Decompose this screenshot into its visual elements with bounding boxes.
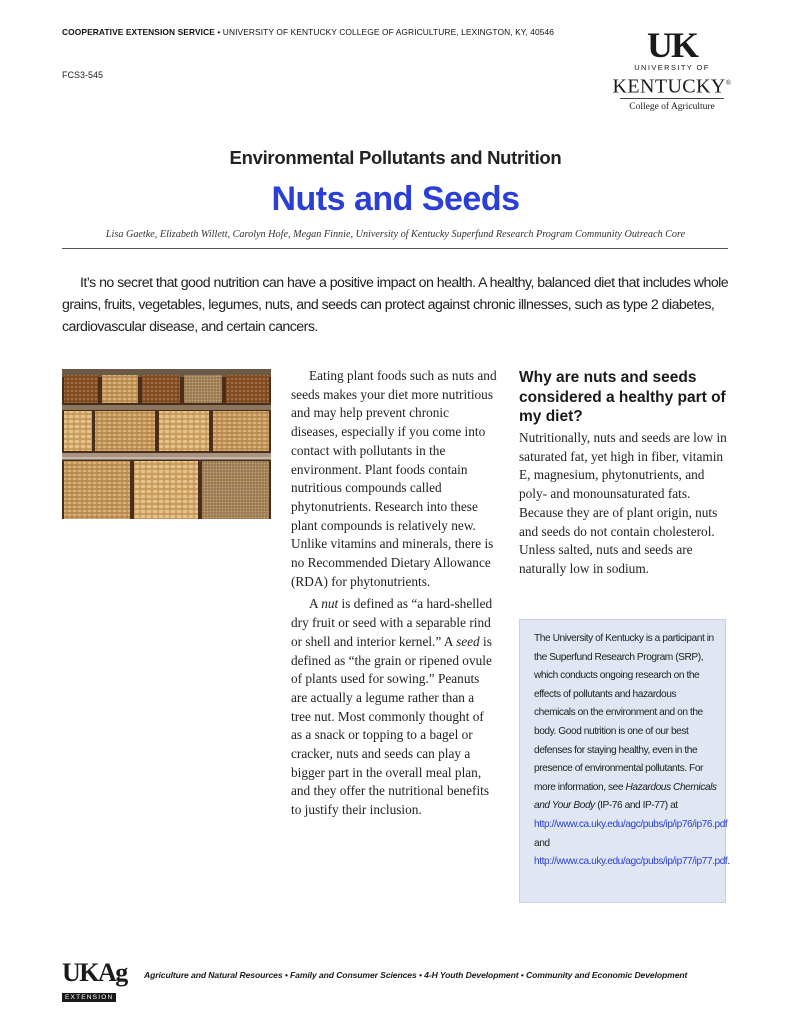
footer-programs: Agriculture and Natural Resources • Family and Consumer Sciences • 4-H Youth Development • Community and Economic Development [144,970,688,980]
link-ip77[interactable]: http://www.ca.uky.edu/agc/pubs/ip/ip77/ip77.pdf [534,856,728,868]
title-divider [62,248,728,249]
intro-paragraph: It’s no secret that good nutrition can have a positive impact on health. A healthy, balanced diet that includes whole grains, fruits, vegetables, legumes, nuts, and seeds can protect against chronic illnesses, such as type 2 diabetes, cardiovascular disease, and certain cancers. [62,275,729,335]
srp-info-box [519,619,730,903]
definition-text-c: is defined as “the grain or ripened ovule of plants used for sowing.” Peanuts are actually a legume rather than a tree nut. Most commonly thought of as a snack or topping to a bagel or cracker, nuts and seeds can play a bigger part in the overall meal plan, and they offer the nutritional benefits to justify their inclusion. [291,633,492,818]
publication-number: FCS3-545 [62,70,104,80]
series-title: Environmental Pollutants and Nutrition [229,147,562,168]
page-title: Nuts and Seeds [271,180,520,218]
sidebar-text-b: (IP-76 and IP-77) at [594,800,678,812]
authors-line: Lisa Gaetke, Elizabeth Willett, Carolyn Hofe, Megan Finnie, University of Kentucky Superfund Research Program Community Outreach Core [105,229,686,240]
sidebar-text-a: The University of Kentucky is a participant in the Superfund Research Program (SRP), which conducts ongoing research on the effects of pollutants and hazardous chemicals on the environment and on the body. Good nutrition is one of our best defenses for staying healthy, even in the presence of environmental pollutants. For more information, see [534,633,714,793]
section-body: Nutritionally, nuts and seeds are low in saturated fat, yet high in fiber, vitamin E, magnesium, phytonutrients, and poly- and monounsaturated fats. Because they are of plant origin, nuts and seeds do not contain cholesterol. Unless salted, nuts and seeds are naturally low in sodium. [519,430,727,576]
definition-text-b: is defined as “a hard-shelled dry fruit or seed with a separable rind or shell and interior kernel.” A [291,596,493,649]
nuts-seeds-photo-image [62,369,271,519]
sidebar-ref-title: Hazardous Chemicals and Your Body [534,781,717,812]
main-text-column [291,367,497,820]
sidebar-text-d: . [727,856,730,868]
nuts-seeds-photo [62,369,271,519]
sidebar-text-c: and [534,837,550,849]
uk-college-logo [612,25,732,114]
logo-university-of: UNIVERSITY OF [634,63,710,72]
ukag-extension-logo [62,958,132,1001]
header-organization [62,27,554,37]
link-ip76[interactable]: http://www.ca.uky.edu/agc/pubs/ip/ip76/ip76.pdf [534,818,728,830]
term-seed: seed [456,633,480,649]
section-heading: Why are nuts and seeds considered a healthy part of my diet? [519,369,726,425]
logo-kentucky [612,73,732,97]
footer-logo-mark: UKAg [62,958,127,987]
paragraph-plant-foods: Eating plant foods such as nuts and seeds makes your diet more nutritious and may help prevent chronic diseases, especially if you come into contact with pollutants in the environment. Plant foods contain nutritious compounds called phytonutrients. Research into these plant compounds is relatively new. Unlike vitamins and minerals, there is no Recommended Dietary Allowance (RDA) for phytonutrients. [291,368,497,589]
header-org-name: COOPERATIVE EXTENSION SERVICE [62,27,215,37]
logo-kentucky-text: KENTUCKY [612,75,726,98]
header-org-address: • UNIVERSITY OF KENTUCKY COLLEGE OF AGRICULTURE, LEXINGTON, KY, 40546 [214,27,555,37]
definition-text-a: A [309,596,322,612]
logo-registered-mark: ® [725,79,732,87]
logo-uk-mark: UK [647,25,697,65]
term-nut: nut [321,596,339,612]
footer-logo-sub: EXTENSION [62,993,116,1002]
logo-college: College of Agriculture [620,98,724,114]
paragraph-definitions [291,595,497,819]
